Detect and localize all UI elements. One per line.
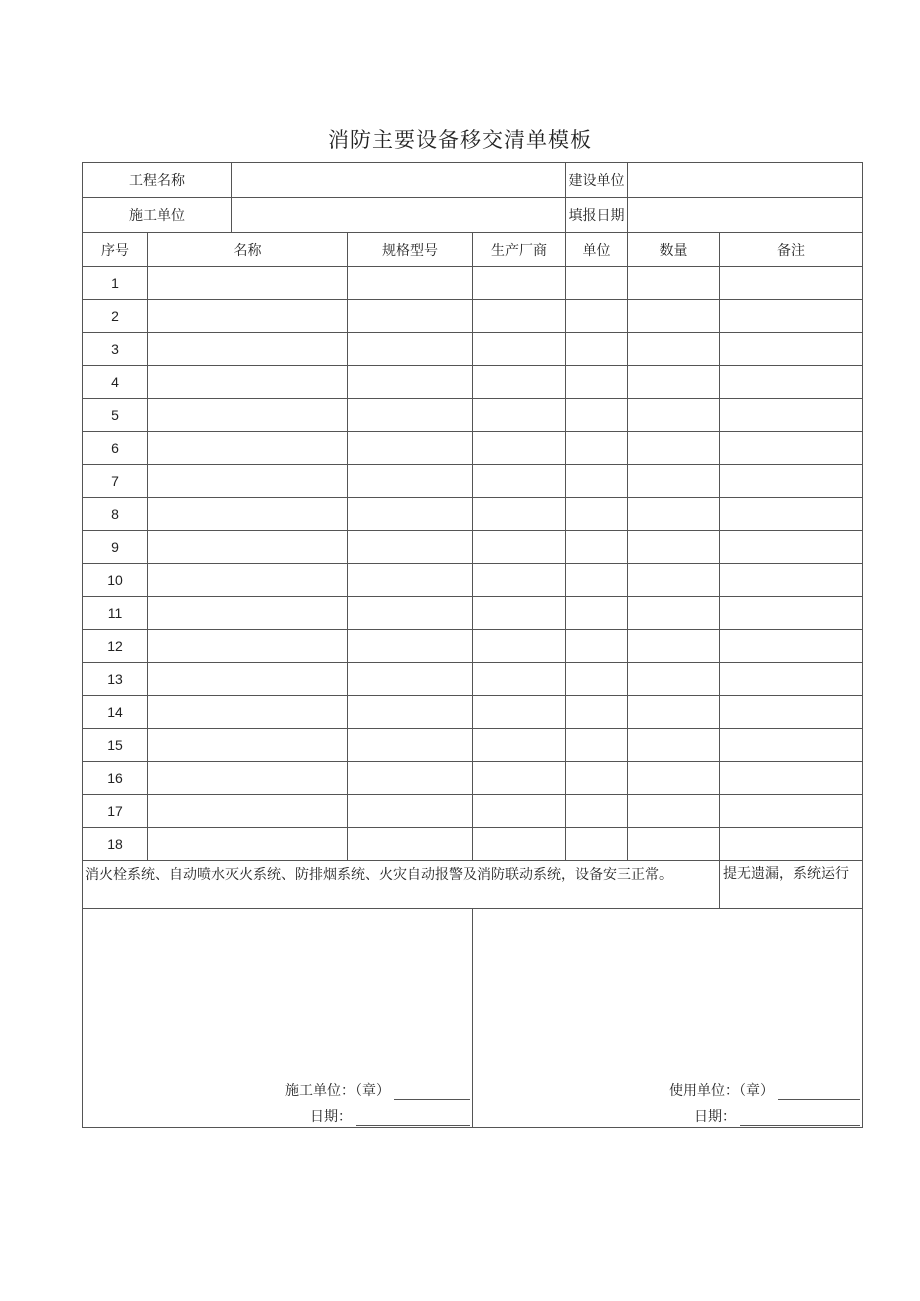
row-model-cell[interactable]	[348, 762, 473, 795]
row-unit-cell[interactable]	[566, 828, 628, 861]
user-date-line	[694, 1106, 860, 1126]
row-unit-cell[interactable]	[566, 432, 628, 465]
row-quantity-cell[interactable]	[628, 531, 720, 564]
row-unit-cell[interactable]	[566, 729, 628, 762]
row-model-cell[interactable]	[348, 300, 473, 333]
row-quantity-cell[interactable]	[628, 564, 720, 597]
row-name-cell[interactable]	[148, 366, 348, 399]
row-manufacturer-cell[interactable]	[473, 795, 566, 828]
info-row-contractor	[83, 198, 863, 233]
row-remarks-cell[interactable]	[720, 795, 863, 828]
row-seq: 4	[83, 366, 148, 399]
row-unit-cell[interactable]	[566, 333, 628, 366]
row-seq: 9	[83, 531, 148, 564]
table-row	[83, 828, 863, 861]
row-name-cell[interactable]	[148, 432, 348, 465]
row-unit-cell[interactable]	[566, 465, 628, 498]
handover-form	[82, 162, 863, 1128]
row-remarks-cell[interactable]	[720, 333, 863, 366]
row-manufacturer-cell[interactable]	[473, 498, 566, 531]
header-seq: 序号	[83, 233, 148, 267]
row-quantity-cell[interactable]	[628, 465, 720, 498]
table-row	[83, 762, 863, 795]
row-seq: 8	[83, 498, 148, 531]
row-unit-cell[interactable]	[566, 267, 628, 300]
table-row	[83, 333, 863, 366]
row-model-cell[interactable]	[348, 498, 473, 531]
table-row	[83, 630, 863, 663]
user-unit-blank[interactable]	[778, 1087, 860, 1100]
header-unit: 单位	[566, 233, 628, 267]
row-model-cell[interactable]	[348, 729, 473, 762]
row-quantity-cell[interactable]	[628, 729, 720, 762]
row-unit-cell[interactable]	[566, 564, 628, 597]
row-quantity-cell[interactable]	[628, 267, 720, 300]
row-unit-cell[interactable]	[566, 630, 628, 663]
contractor-unit-line	[285, 1080, 470, 1100]
row-manufacturer-cell[interactable]	[473, 300, 566, 333]
row-model-cell[interactable]	[348, 267, 473, 300]
row-model-cell[interactable]	[348, 399, 473, 432]
note-row	[83, 861, 863, 909]
row-remarks-cell[interactable]	[720, 597, 863, 630]
row-quantity-cell[interactable]	[628, 828, 720, 861]
row-remarks-cell[interactable]	[720, 762, 863, 795]
contractor-date-label: 日期：	[310, 1109, 352, 1125]
row-remarks-cell[interactable]	[720, 366, 863, 399]
row-name-cell[interactable]	[148, 498, 348, 531]
row-remarks-cell[interactable]	[720, 498, 863, 531]
row-model-cell[interactable]	[348, 795, 473, 828]
row-quantity-cell[interactable]	[628, 432, 720, 465]
table-row	[83, 366, 863, 399]
row-manufacturer-cell[interactable]	[473, 333, 566, 366]
row-unit-cell[interactable]	[566, 531, 628, 564]
contractor-date-line	[310, 1106, 470, 1126]
table-row	[83, 300, 863, 333]
header-quantity: 数量	[628, 233, 720, 267]
table-row	[83, 432, 863, 465]
row-manufacturer-cell[interactable]	[473, 531, 566, 564]
row-remarks-cell[interactable]	[720, 531, 863, 564]
row-name-cell[interactable]	[148, 762, 348, 795]
row-quantity-cell[interactable]	[628, 300, 720, 333]
row-unit-cell[interactable]	[566, 663, 628, 696]
user-unit-label: 使用单位：（章）	[669, 1083, 775, 1099]
row-quantity-cell[interactable]	[628, 333, 720, 366]
table-row	[83, 399, 863, 432]
row-remarks-cell[interactable]	[720, 432, 863, 465]
row-quantity-cell[interactable]	[628, 795, 720, 828]
row-quantity-cell[interactable]	[628, 696, 720, 729]
table-row	[83, 465, 863, 498]
row-manufacturer-cell[interactable]	[473, 663, 566, 696]
table-row	[83, 531, 863, 564]
row-name-cell[interactable]	[148, 630, 348, 663]
row-seq: 7	[83, 465, 148, 498]
row-unit-cell[interactable]	[566, 366, 628, 399]
project-name-field[interactable]	[232, 163, 566, 198]
row-seq: 5	[83, 399, 148, 432]
owner-field[interactable]	[628, 163, 863, 198]
row-model-cell[interactable]	[348, 630, 473, 663]
row-manufacturer-cell[interactable]	[473, 597, 566, 630]
row-seq: 11	[83, 597, 148, 630]
row-manufacturer-cell[interactable]	[473, 399, 566, 432]
row-name-cell[interactable]	[148, 597, 348, 630]
row-model-cell[interactable]	[348, 366, 473, 399]
row-model-cell[interactable]	[348, 531, 473, 564]
row-name-cell[interactable]	[148, 399, 348, 432]
row-remarks-cell[interactable]	[720, 663, 863, 696]
project-name-label: 工程名称	[83, 163, 232, 198]
row-name-cell[interactable]	[148, 267, 348, 300]
row-manufacturer-cell[interactable]	[473, 366, 566, 399]
row-unit-cell[interactable]	[566, 597, 628, 630]
note-side-text: 提无遗漏，系统运行	[720, 861, 863, 909]
user-signature-cell[interactable]	[473, 909, 863, 1128]
row-remarks-cell[interactable]	[720, 696, 863, 729]
table-row	[83, 597, 863, 630]
row-model-cell[interactable]	[348, 828, 473, 861]
row-seq: 17	[83, 795, 148, 828]
row-name-cell[interactable]	[148, 465, 348, 498]
info-row-project	[83, 163, 863, 198]
row-remarks-cell[interactable]	[720, 300, 863, 333]
row-manufacturer-cell[interactable]	[473, 729, 566, 762]
table-row	[83, 696, 863, 729]
row-remarks-cell[interactable]	[720, 465, 863, 498]
row-seq: 2	[83, 300, 148, 333]
row-seq: 6	[83, 432, 148, 465]
user-date-blank[interactable]	[740, 1113, 860, 1126]
row-manufacturer-cell[interactable]	[473, 696, 566, 729]
table-row	[83, 795, 863, 828]
contractor-unit-blank[interactable]	[394, 1087, 470, 1100]
row-remarks-cell[interactable]	[720, 564, 863, 597]
header-remarks: 备注	[720, 233, 863, 267]
row-unit-cell[interactable]	[566, 795, 628, 828]
row-unit-cell[interactable]	[566, 696, 628, 729]
row-name-cell[interactable]	[148, 663, 348, 696]
row-name-cell[interactable]	[148, 696, 348, 729]
table-row	[83, 267, 863, 300]
row-name-cell[interactable]	[148, 300, 348, 333]
row-quantity-cell[interactable]	[628, 597, 720, 630]
row-manufacturer-cell[interactable]	[473, 432, 566, 465]
note-text: 消火栓系统、自动喷水灭火系统、防排烟系统、火灾自动报警及消防联动系统，设备安三正常。	[83, 861, 720, 909]
row-model-cell[interactable]	[348, 663, 473, 696]
row-seq: 16	[83, 762, 148, 795]
row-remarks-cell[interactable]	[720, 729, 863, 762]
row-seq: 14	[83, 696, 148, 729]
row-seq: 15	[83, 729, 148, 762]
row-model-cell[interactable]	[348, 465, 473, 498]
row-unit-cell[interactable]	[566, 498, 628, 531]
table-row	[83, 729, 863, 762]
contractor-label: 施工单位	[83, 198, 232, 233]
row-name-cell[interactable]	[148, 333, 348, 366]
table-row	[83, 663, 863, 696]
owner-label: 建设单位	[566, 163, 628, 198]
row-manufacturer-cell[interactable]	[473, 267, 566, 300]
row-quantity-cell[interactable]	[628, 498, 720, 531]
signature-row	[83, 909, 863, 1128]
row-unit-cell[interactable]	[566, 300, 628, 333]
table-row	[83, 564, 863, 597]
row-manufacturer-cell[interactable]	[473, 828, 566, 861]
row-name-cell[interactable]	[148, 828, 348, 861]
row-manufacturer-cell[interactable]	[473, 630, 566, 663]
row-quantity-cell[interactable]	[628, 663, 720, 696]
row-name-cell[interactable]	[148, 564, 348, 597]
table-header-row	[83, 233, 863, 267]
report-date-field[interactable]	[628, 198, 863, 233]
table-row	[83, 498, 863, 531]
row-model-cell[interactable]	[348, 432, 473, 465]
row-manufacturer-cell[interactable]	[473, 465, 566, 498]
header-manufacturer: 生产厂商	[473, 233, 566, 267]
row-seq: 18	[83, 828, 148, 861]
row-model-cell[interactable]	[348, 597, 473, 630]
row-quantity-cell[interactable]	[628, 762, 720, 795]
row-remarks-cell[interactable]	[720, 399, 863, 432]
contractor-date-blank[interactable]	[356, 1113, 470, 1126]
row-remarks-cell[interactable]	[720, 828, 863, 861]
row-model-cell[interactable]	[348, 696, 473, 729]
row-quantity-cell[interactable]	[628, 630, 720, 663]
contractor-unit-label: 施工单位：（章）	[285, 1083, 390, 1099]
row-seq: 3	[83, 333, 148, 366]
row-remarks-cell[interactable]	[720, 267, 863, 300]
header-model: 规格型号	[348, 233, 473, 267]
header-name: 名称	[148, 233, 348, 267]
row-model-cell[interactable]	[348, 333, 473, 366]
row-name-cell[interactable]	[148, 729, 348, 762]
user-unit-line	[669, 1080, 860, 1100]
user-date-label: 日期：	[694, 1109, 737, 1125]
row-quantity-cell[interactable]	[628, 399, 720, 432]
row-manufacturer-cell[interactable]	[473, 564, 566, 597]
row-manufacturer-cell[interactable]	[473, 762, 566, 795]
page-title: 消防主要设备移交清单模板	[328, 128, 592, 152]
row-unit-cell[interactable]	[566, 399, 628, 432]
row-model-cell[interactable]	[348, 564, 473, 597]
row-seq: 12	[83, 630, 148, 663]
row-name-cell[interactable]	[148, 531, 348, 564]
report-date-label: 填报日期	[566, 198, 628, 233]
row-name-cell[interactable]	[148, 795, 348, 828]
row-unit-cell[interactable]	[566, 762, 628, 795]
row-quantity-cell[interactable]	[628, 366, 720, 399]
row-seq: 10	[83, 564, 148, 597]
row-remarks-cell[interactable]	[720, 630, 863, 663]
contractor-signature-cell[interactable]	[83, 909, 473, 1128]
row-seq: 13	[83, 663, 148, 696]
row-seq: 1	[83, 267, 148, 300]
contractor-field[interactable]	[232, 198, 566, 233]
